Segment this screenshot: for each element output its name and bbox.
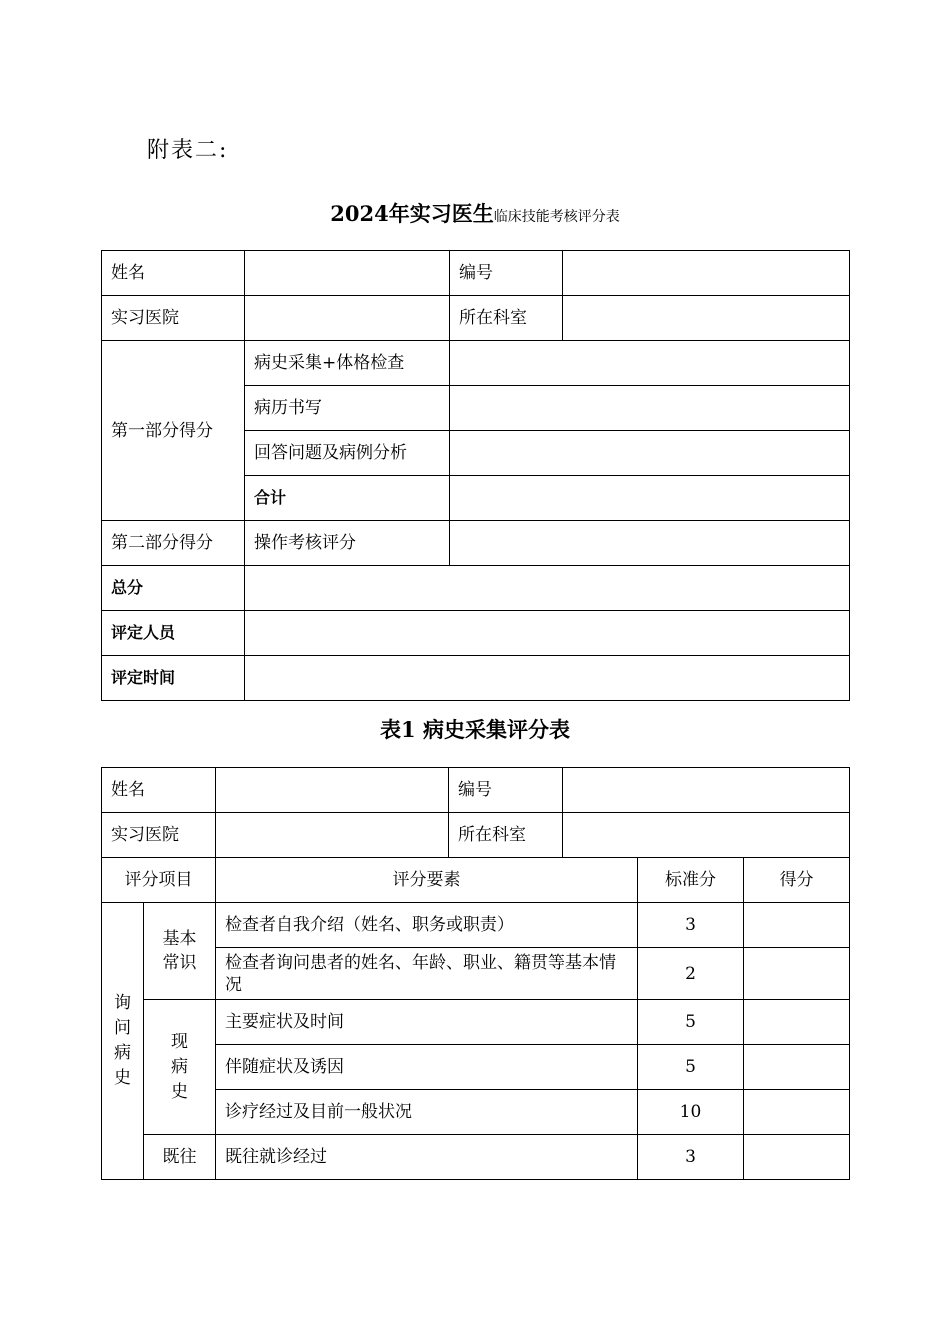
score-field[interactable]	[744, 1045, 850, 1090]
subtotal-field[interactable]	[450, 476, 850, 521]
name-field[interactable]	[245, 251, 450, 296]
department-label: 所在科室	[449, 813, 563, 858]
assessor-field[interactable]	[245, 611, 850, 656]
element-row: 检查者自我介绍（姓名、职务或职责）	[216, 903, 638, 948]
number-field[interactable]	[563, 251, 850, 296]
hospital-label: 实习医院	[102, 813, 216, 858]
form-title-small: 临床技能考核评分表	[493, 209, 620, 225]
score-field[interactable]	[744, 948, 850, 1000]
number-label: 编号	[450, 251, 563, 296]
department-field[interactable]	[563, 296, 850, 341]
standard-score: 5	[638, 1000, 744, 1045]
group-basic-knowledge: 基本常识	[144, 903, 216, 1000]
name-label: 姓名	[102, 768, 216, 813]
history-taking-score-table	[101, 767, 850, 1180]
part2-label: 第二部分得分	[102, 521, 245, 566]
number-field[interactable]	[563, 768, 850, 813]
part1-case-analysis-score-field[interactable]	[450, 431, 850, 476]
group-present-illness: 现病史	[144, 1000, 216, 1135]
score-field[interactable]	[744, 1000, 850, 1045]
department-label: 所在科室	[450, 296, 563, 341]
part1-record-writing-score-field[interactable]	[450, 386, 850, 431]
element-row: 主要症状及时间	[216, 1000, 638, 1045]
category-history-inquiry: 询问病史	[102, 903, 144, 1180]
form-title-bold: 2024年实习医生	[330, 201, 494, 226]
part1-label: 第一部分得分	[102, 341, 245, 521]
subtotal-label: 合计	[245, 476, 450, 521]
standard-score: 2	[638, 948, 744, 1000]
part1-history-exam-score-field[interactable]	[450, 341, 850, 386]
appendix-label: 附表二:	[147, 138, 229, 163]
header-score: 得分	[744, 858, 850, 903]
element-row: 检查者询问患者的姓名、年龄、职业、籍贯等基本情况	[216, 948, 638, 1000]
assessment-time-field[interactable]	[245, 656, 850, 701]
element-row: 既往就诊经过	[216, 1135, 638, 1180]
part1-item-history-exam: 病史采集+体格检查	[245, 341, 450, 386]
element-row: 诊疗经过及目前一般状况	[216, 1090, 638, 1135]
standard-score: 5	[638, 1045, 744, 1090]
group-past-history: 既往	[144, 1135, 216, 1180]
number-label: 编号	[449, 768, 563, 813]
department-field[interactable]	[563, 813, 850, 858]
element-row: 伴随症状及诱因	[216, 1045, 638, 1090]
hospital-label: 实习医院	[102, 296, 245, 341]
form-title	[0, 198, 950, 228]
standard-score: 10	[638, 1090, 744, 1135]
total-label: 总分	[102, 566, 245, 611]
score-field[interactable]	[744, 1090, 850, 1135]
standard-score: 3	[638, 1135, 744, 1180]
total-field[interactable]	[245, 566, 850, 611]
name-label: 姓名	[102, 251, 245, 296]
history-table-title: 表1 病史采集评分表	[380, 717, 570, 742]
standard-score: 3	[638, 903, 744, 948]
part1-item-case-analysis: 回答问题及病例分析	[245, 431, 450, 476]
header-item: 评分项目	[102, 858, 216, 903]
name-field[interactable]	[216, 768, 449, 813]
hospital-field[interactable]	[245, 296, 450, 341]
part1-item-record-writing: 病历书写	[245, 386, 450, 431]
part2-item-operation: 操作考核评分	[245, 521, 450, 566]
score-field[interactable]	[744, 1135, 850, 1180]
score-field[interactable]	[744, 903, 850, 948]
overall-score-table	[101, 250, 850, 701]
assessment-time-label: 评定时间	[102, 656, 245, 701]
header-element: 评分要素	[216, 858, 638, 903]
header-standard-score: 标准分	[638, 858, 744, 903]
assessor-label: 评定人员	[102, 611, 245, 656]
part2-operation-score-field[interactable]	[450, 521, 850, 566]
hospital-field[interactable]	[216, 813, 449, 858]
